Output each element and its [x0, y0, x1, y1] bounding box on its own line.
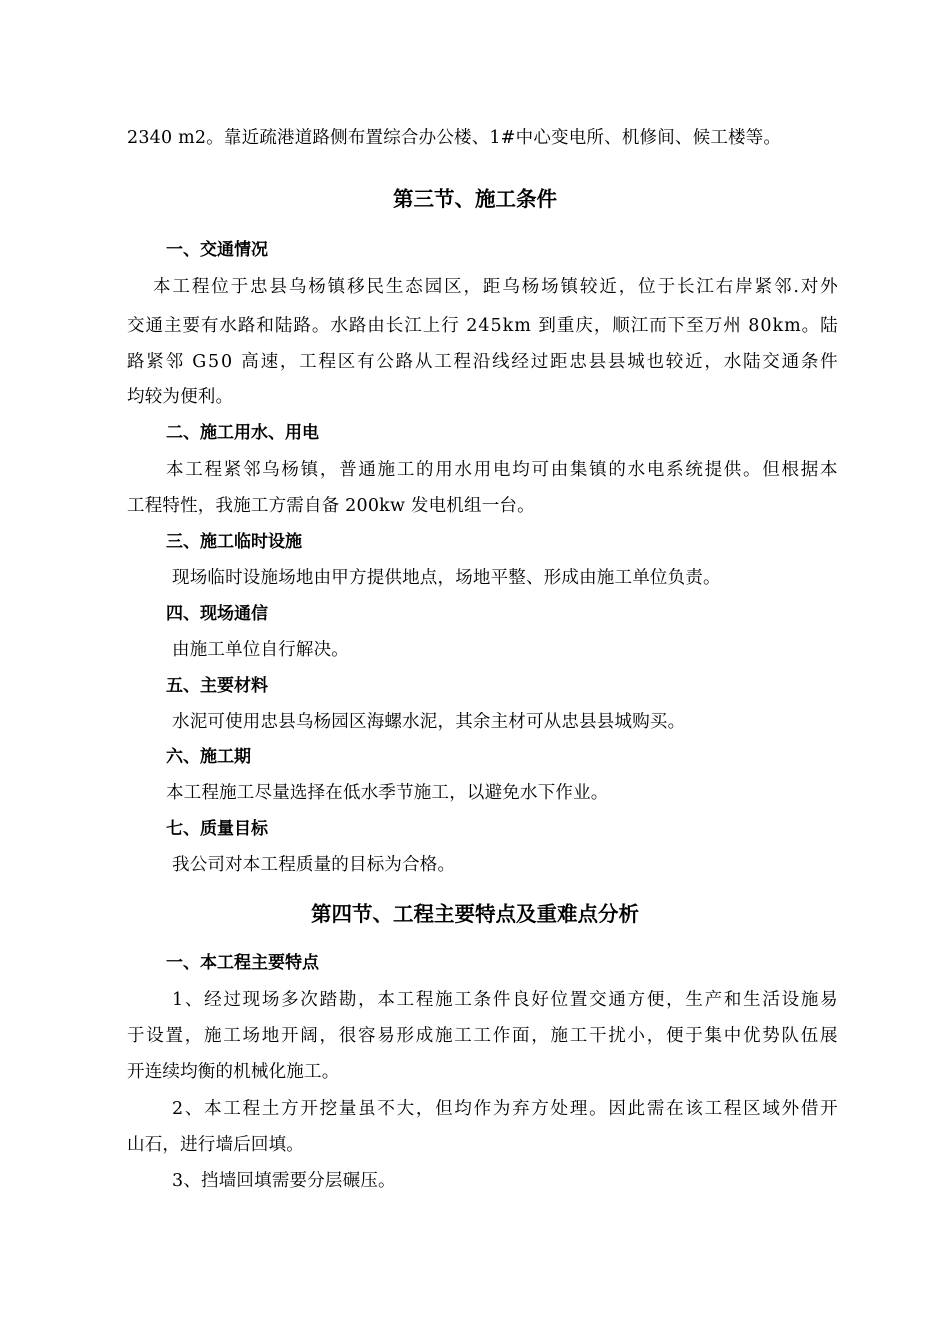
subheading-communication: 四、现场通信: [166, 604, 268, 624]
paragraph-line: 2 、 本 工 程 土 方 开 挖 量 虽 不 大 ， 但 均 作 为 弃 方 处 理 。 因 此 需 在 该 工 程 区 域 外 借 开: [172, 1099, 838, 1119]
paragraph-line: 水泥可使用忠县乌杨园区海螺水泥，其余主材可从忠县县城购买。: [172, 712, 686, 732]
paragraph-line: 由施工单位自行解决。: [172, 640, 349, 660]
paragraph-line: 本工程施工尽量选择在低水季节施工，以避免水下作业。: [166, 783, 609, 803]
paragraph-line: 1 、 经 过 现 场 多 次 踏 勘 ， 本 工 程 施 工 条 件 良 好 位 置 交 通 方 便 ， 生 产 和 生 活 设 施 易: [172, 990, 838, 1010]
subheading-features: 一、本工程主要特点: [166, 953, 319, 973]
subheading-water-power: 二、施工用水、用电: [166, 423, 319, 443]
subheading-temporary: 三、施工临时设施: [166, 532, 302, 552]
paragraph-line: 本 工 程 紧 邻 乌 杨 镇 ， 普 通 施 工 的 用 水 用 电 均 可 由 集 镇 的 水 电 系 统 提 供 。 但 根 据 本: [166, 460, 838, 480]
paragraph-line: 于 设 置 ， 施 工 场 地 开 阔 ， 很 容 易 形 成 施 工 工 作 面 ， 施 工 干 扰 小 ， 便 于 集 中 优 势 队 伍 展: [127, 1026, 838, 1046]
paragraph-line: 本 工 程 位 于 忠 县 乌 杨 镇 移 民 生 态 园 区 ， 距 乌 杨 场 镇 较 近 ， 位 于 长 江 右 岸 紧 邻 . 对 外: [153, 277, 838, 297]
paragraph-line: 我公司对本工程质量的目标为合格。: [172, 855, 456, 875]
section-3-title: 第三节、施工条件: [393, 187, 557, 211]
paragraph-line: 开连续均衡的机械化施工。: [127, 1062, 340, 1082]
subheading-quality: 七、质量目标: [166, 819, 268, 839]
intro-line: 2340 m2。靠近疏港道路侧布置综合办公楼、1#中心变电所、机修间、候工楼等。: [127, 128, 782, 148]
paragraph-line: 山石，进行墙后回填。: [127, 1135, 304, 1155]
paragraph-line: 交 通 主 要 有 水 路 和 陆 路 。 水 路 由 长 江 上 行 2 4 5 k m 到 重 庆 ， 顺 江 而 下 至 万 州 8 0 k m 。 陆: [127, 316, 838, 336]
paragraph-line: 均较为便利。: [127, 387, 234, 407]
subheading-materials: 五、主要材料: [166, 676, 268, 696]
section-4-title: 第四节、工程主要特点及重难点分析: [311, 902, 639, 926]
paragraph-line: 现场临时设施场地由甲方提供地点，场地平整、形成由施工单位负责。: [172, 568, 721, 588]
subheading-period: 六、施工期: [166, 747, 251, 767]
paragraph-line: 3、挡墙回填需要分层碾压。: [172, 1171, 396, 1191]
paragraph-line: 工程特性，我施工方需自备 200kw 发电机组一台。: [127, 496, 535, 516]
paragraph-line: 路 紧 邻 G 5 0 高 速 ， 工 程 区 有 公 路 从 工 程 沿 线 经 过 距 忠 县 县 城 也 较 近 ， 水 陆 交 通 条 件: [127, 352, 838, 372]
subheading-traffic: 一、交通情况: [166, 240, 268, 260]
